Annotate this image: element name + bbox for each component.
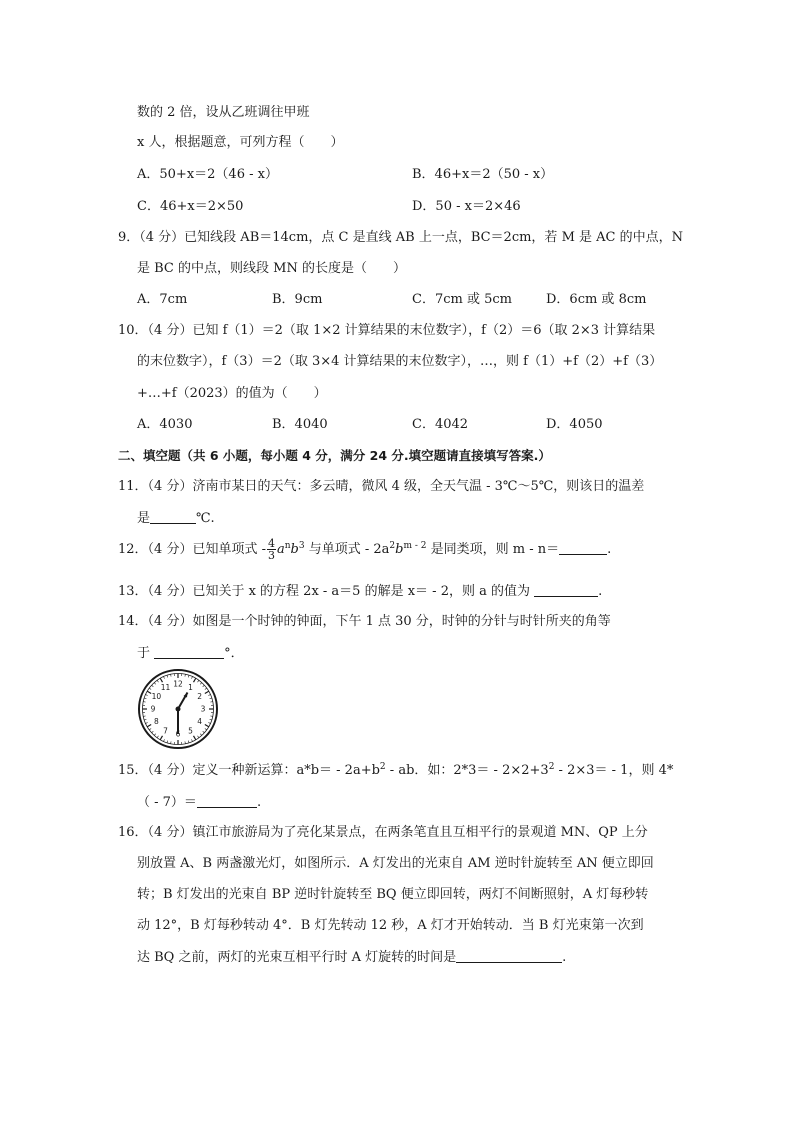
q10-line2: 的末位数字），f（3）＝2（取 3×4 计算结果的末位数字），…，则 f（1）+f（2）+f（3） — [137, 354, 663, 369]
q14-line2 — [137, 644, 244, 663]
q13-line — [118, 582, 602, 601]
q9-option-d: D．6cm 或 8cm — [546, 292, 647, 307]
clock-numeral: 12 — [173, 679, 183, 689]
q16-line4: 动 12°，B 灯每秒转动 4°．B 灯先转动 12 秒，A 灯才开始转动．当 B 灯光束第一次到 — [137, 918, 644, 933]
q15-exp-1: 2 — [379, 762, 386, 772]
q10-option-b: B．4040 — [272, 417, 328, 432]
q11-line1: 11．（4 分）济南市某日的天气：多云晴，微风 4 级，全天气温 - 3℃～5℃，则该日的温差 — [118, 479, 645, 494]
q14-line1: 14．（4 分）如图是一个时钟的钟面，下午 1 点 30 分，时钟的分针与时针所夹的角等 — [118, 614, 611, 629]
q9-option-b: B．9cm — [272, 292, 323, 307]
q11-line2 — [137, 509, 215, 528]
clock-numeral: 1 — [188, 682, 193, 692]
q11-line2-prefix: 是 — [137, 511, 151, 526]
q8-option-c: C．46+x＝2×50 — [137, 199, 244, 214]
q9-line1: 9．（4 分）已知线段 AB＝14cm，点 C 是直线 AB 上一点，BC＝2cm，若 M 是 AC 的中点，N — [118, 230, 683, 245]
fraction — [267, 538, 276, 561]
section-heading: 二、填空题（共 6 小题，每小题 4 分，满分 24 分.填空题请直接填写答案.） — [118, 448, 551, 463]
q13-end: . — [598, 584, 603, 599]
q8-option-b: B．46+x＝2（50 - x） — [412, 167, 554, 182]
q10-line1: 10．（4 分）已知 f（1）＝2（取 1×2 计算结果的末位数字），f（2）＝6（取 2×3 计算结果 — [118, 323, 656, 338]
answer-blank[interactable] — [150, 509, 196, 524]
answer-blank[interactable] — [534, 582, 598, 597]
q12-line — [118, 538, 611, 562]
q8-option-a: A．50+x＝2（46 - x） — [137, 167, 278, 182]
clock-numeral: 11 — [160, 682, 171, 692]
clock-numeral: 4 — [197, 717, 203, 727]
q16-line2: 别放置 A、B 两盏激光灯，如图所示．A 灯发出的光束自 AM 逆时针旋转至 AN 便立即回 — [137, 856, 654, 871]
q15-text-a: 15．（4 分）定义一种新运算：a*b＝ - 2a+b — [118, 763, 380, 778]
q15-text-b: - ab．如：2*3＝ - 2×2+3 — [385, 763, 549, 778]
q12-var-b2: b — [395, 542, 404, 557]
clock-center — [176, 707, 181, 712]
q8-line2: x 人，根据题意，可列方程（ ） — [137, 135, 344, 150]
q16-line1: 16．（4 分）镇江市旅游局为了亮化某景点，在两条笔直且互相平行的景观道 MN、QP 上分 — [118, 825, 648, 840]
fraction-denominator: 3 — [267, 549, 275, 562]
q9-line2: 是 BC 的中点，则线段 MN 的长度是（ ） — [137, 261, 406, 276]
q16-line3: 转；B 灯发出的光束自 BP 逆时针旋转至 BQ 便立即回转，两灯不间断照射，A 灯每秒转 — [137, 887, 649, 902]
q9-option-c: C．7cm 或 5cm — [412, 292, 512, 307]
q12-end: . — [607, 542, 612, 557]
q16-line5 — [137, 948, 566, 967]
clock-numeral: 3 — [200, 704, 206, 714]
q12-prefix: 12．（4 分）已知单项式 - — [118, 542, 266, 557]
q16-line5-suffix: . — [562, 950, 567, 965]
q15-line1 — [118, 762, 673, 780]
q8-line1: 数的 2 倍，设从乙班调往甲班 — [137, 105, 310, 120]
q15-text-c: - 2×3＝ - 1，则 4* — [554, 763, 674, 778]
q15-line2 — [137, 793, 261, 812]
q10-option-a: A．4030 — [137, 417, 193, 432]
q9-option-a: A．7cm — [137, 292, 188, 307]
q12-post: 是同类项，则 m - n＝ — [426, 542, 560, 557]
answer-blank[interactable] — [197, 793, 257, 808]
q11-line2-suffix: ℃. — [196, 511, 215, 526]
q12-mid: 与单项式 - 2a — [304, 542, 390, 557]
q12-exp-n: n — [284, 541, 291, 551]
q15-exp-2: 2 — [548, 762, 555, 772]
q12-exp-m: m - 2 — [403, 541, 427, 551]
clock-numeral: 2 — [197, 692, 203, 702]
q12-exp-2: 2 — [389, 541, 396, 551]
q10-line3: +…+f（2023）的值为（ ） — [137, 386, 327, 401]
q12-var-a: a — [276, 542, 285, 557]
q15-line2-prefix: （ - 7）＝ — [137, 795, 197, 810]
q15-line2-suffix: . — [256, 795, 262, 810]
clock-numeral: 5 — [188, 726, 193, 736]
clock-numeral: 6 — [175, 729, 181, 739]
clock-numeral: 9 — [150, 704, 156, 714]
clock-numeral: 7 — [163, 726, 168, 736]
q10-option-c: C．4042 — [412, 417, 469, 432]
q12-exp-3: 3 — [298, 541, 305, 551]
q14-line2-prefix: 于 — [137, 646, 155, 661]
answer-blank[interactable] — [456, 948, 562, 963]
q16-line5-prefix: 达 BQ 之前，两灯的光束互相平行时 A 灯旋转的时间是 — [137, 950, 457, 965]
q12-var-b: b — [290, 542, 299, 557]
clock-numeral: 10 — [151, 692, 162, 702]
answer-blank[interactable] — [559, 540, 607, 555]
fraction-numerator: 4 — [267, 537, 275, 550]
q10-option-d: D．4050 — [546, 417, 603, 432]
answer-blank[interactable] — [154, 644, 224, 659]
clock-face-figure — [137, 668, 219, 750]
q8-option-d: D．50 - x＝2×46 — [412, 199, 521, 214]
q14-line2-suffix: °． — [224, 646, 244, 661]
q13-text: 13．（4 分）已知关于 x 的方程 2x - a＝5 的解是 x＝ - 2，则 a 的值为 — [118, 584, 535, 599]
clock-numeral: 8 — [153, 717, 159, 727]
